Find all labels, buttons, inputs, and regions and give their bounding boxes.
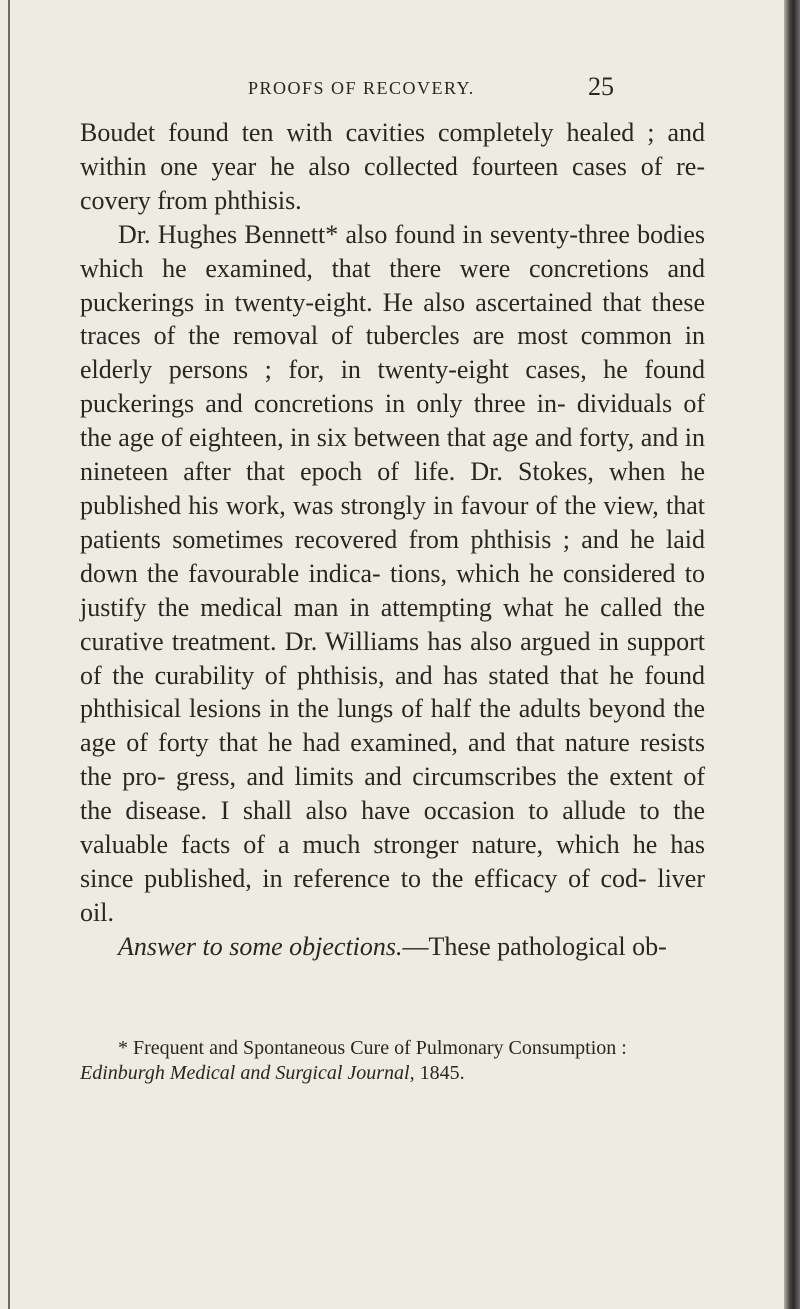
paragraph-2: Dr. Hughes Bennett* also found in seventy-three bodies which he examined, that there were concretions and puckerings in twenty-eight. He also ascertained that these traces of the removal of tubercles are most common in elderly persons ; for, in twenty-eight cases, he found puckerings and concretions in only three in- dividuals of the age of eighteen, in six between that age and forty, and in nineteen after that epoch of life. Dr. Stokes, when he published his work, was strongly in favour of the view, that patients sometimes recovered from phthisis ; and he laid down the favourable indica- tions, which he considered to justify the medical man in attempting what he called the curative treatment. Dr. Williams has also argued in support of the curability of phthisis, and has stated that he found phthisical lesions in the lungs of half the adults beyond the age of forty that he had examined, and that nature resists the pro- gress, and limits and circumscribes the extent of the disease. I shall also have occasion to allude to the valuable facts of a much stronger nature, which he has since published, in reference to the efficacy of cod- liver oil.: [80, 219, 705, 927]
footnote-journal: Edinburgh Medical and Surgical Journal,: [80, 1061, 415, 1084]
footnote: [80, 1036, 705, 1085]
paragraph-3-text: —These pathological ob-: [402, 931, 667, 961]
paragraph-1: Boudet found ten with cavities completely healed ; and within one year he also collected fourteen cases of re- covery from phthisis.: [80, 118, 705, 215]
footnote-year: 1845.: [414, 1061, 465, 1084]
footnote-line-1: * Frequent and Spontaneous Cure of Pulmonary Consumption :: [118, 1037, 627, 1059]
body-text: [80, 116, 705, 964]
page-number: 25: [588, 72, 614, 101]
paragraph-3: [80, 930, 705, 964]
run-in-heading: Answer to some objections.: [118, 931, 403, 961]
page-edge-left: [8, 0, 10, 1309]
running-title: PROOFS OF RECOVERY.: [248, 78, 475, 98]
page-header: [248, 72, 668, 101]
page-edge-right: [784, 0, 800, 1309]
